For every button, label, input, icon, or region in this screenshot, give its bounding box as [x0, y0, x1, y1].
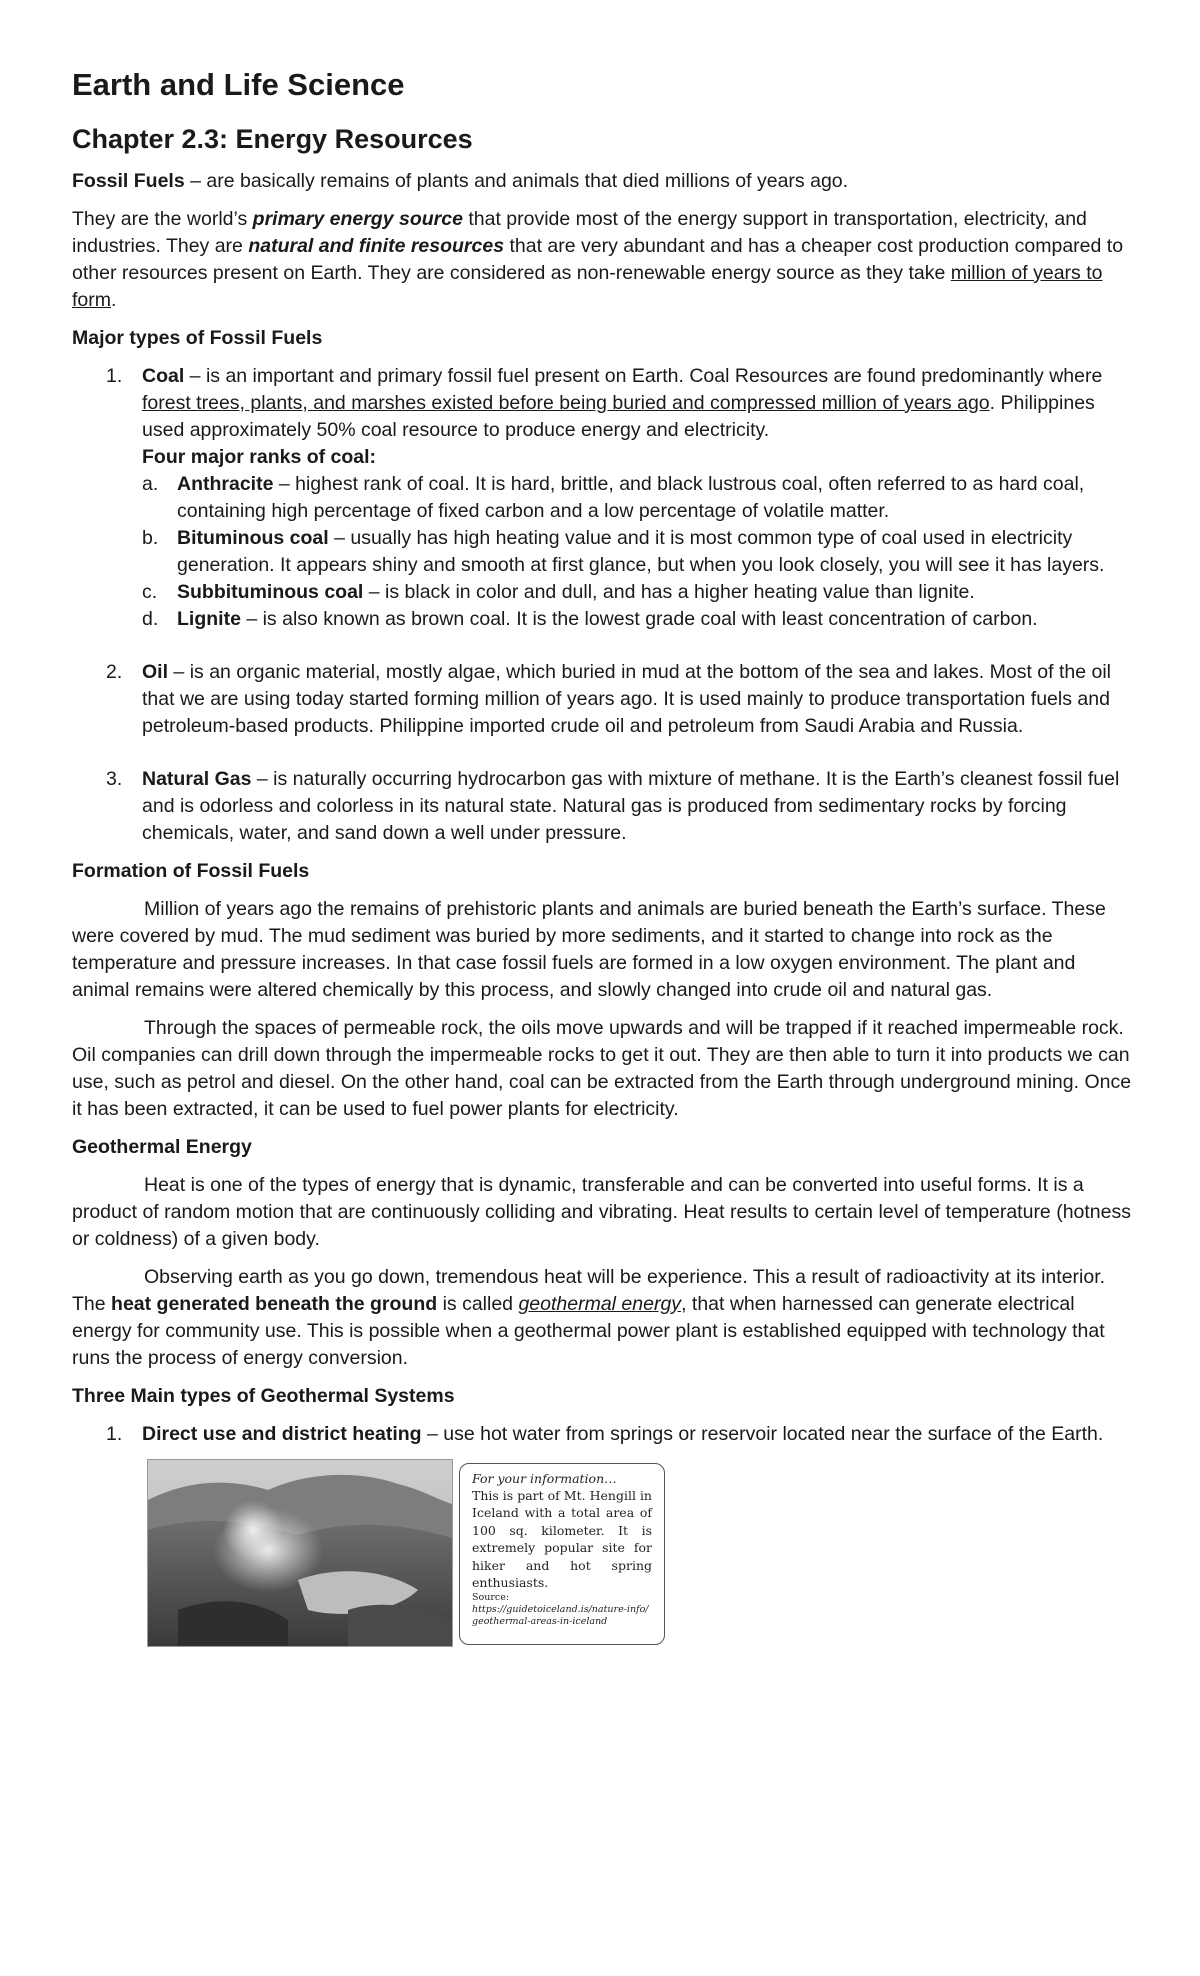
- geothermal-paragraph-2: Observing earth as you go down, tremendous heat will be experience. This a result of radioactivity at its interior. The heat generated beneath the ground is called geothermal energy, that when harnessed can generate electrical energy for community use. This is possible when a geothermal power plant is established equipped with technology that runs the process of energy conversion.: [72, 1265, 1106, 1369]
- coal-rank-item: c. Subbituminous coal – is black in color and dull, and has a higher heating value than lignite.: [142, 580, 975, 603]
- coal-ranks-list: [142, 471, 1134, 633]
- document-title: Earth and Life Science: [72, 67, 405, 102]
- fossil-fuel-types-list: [72, 363, 1134, 847]
- geothermal-heading: Geothermal Energy: [72, 1135, 252, 1158]
- coal-term: Coal: [142, 364, 185, 387]
- info-box: [459, 1463, 665, 1645]
- coal-rank-item: d. Lignite – is also known as brown coal. It is the lowest grade coal with least concentration of carbon.: [142, 607, 1038, 630]
- info-box-source-label: Source:: [472, 1591, 510, 1603]
- geothermal-paragraph-1: Heat is one of the types of energy that is dynamic, transferable and can be converted into useful forms. It is a product of random motion that are continuously colliding and vibrating. Heat results to certain level of temperature (hotness or coldness) of a given body.: [72, 1173, 1131, 1250]
- info-box-heading: For your information…: [472, 1470, 617, 1486]
- fossil-fuels-definition: Fossil Fuels – are basically remains of plants and animals that died millions of years ago.: [72, 169, 849, 192]
- million-years-underline: million of years to form: [72, 261, 1103, 311]
- formation-paragraph-2: Through the spaces of permeable rock, the oils move upwards and will be trapped if it reached impermeable rock. Oil companies can drill down through the impermeable rocks to get it out. They are then able to turn it into products we can use, such as petrol and diesel. On the other hand, coal can be extracted from the Earth through underground mining. Once it has been extracted, it can be used to fuel power plants for electricity.: [72, 1016, 1132, 1120]
- list-item-oil: 2. Oil – is an organic material, mostly algae, which buried in mud at the bottom of the sea and lakes. Most of the oil that we are using today started forming million of years ago. It is used mainly to produce transportation fuels and petroleum-based products. Philippine imported crude oil and petroleum from Saudi Arabia and Russia.: [106, 660, 1112, 737]
- formation-paragraph-1: Million of years ago the remains of prehistoric plants and animals are buried beneath the Earth’s surface. These were covered by mud. The mud sediment was buried by more sediments, and it started to change into rock as the temperature and pressure increases. In that case fossil fuels are formed in a low oxygen environment. The plant and animal remains were altered chemically by this process, and slowly changed into crude oil and natural gas.: [72, 897, 1106, 1001]
- natural-gas-term: Natural Gas: [142, 767, 252, 790]
- geothermal-systems-list: [72, 1421, 1134, 1448]
- coal-ranks-heading: Four major ranks of coal:: [142, 445, 377, 468]
- info-box-body: This is part of Mt. Hengill in Iceland with a total area of 100 sq. kilometer. It is extremely popular site for hiker and hot spring enthusiasts.: [472, 1487, 652, 1591]
- fossil-fuels-term: Fossil Fuels: [72, 169, 185, 192]
- natural-finite-emphasis: natural and finite resources: [248, 234, 505, 257]
- chapter-title: Chapter 2.3: Energy Resources: [72, 124, 473, 155]
- list-item-natural-gas: 3. Natural Gas – is naturally occurring hydrocarbon gas with mixture of methane. It is the Earth’s cleanest fossil fuel and is odorless and colorless in its natural state. Natural gas is produced from sedimentary rocks by forcing chemicals, water, and sand down a well under pressure.: [106, 767, 1120, 844]
- info-box-source-url: https://guidetoiceland.is/nature-info/geothermal-areas-in-iceland: [472, 1603, 649, 1627]
- formation-heading: Formation of Fossil Fuels: [72, 859, 310, 882]
- document-page: [72, 66, 1134, 1647]
- coal-rank-item: a. Anthracite – highest rank of coal. It is hard, brittle, and black lustrous coal, often referred to as hard coal, containing high percentage of fixed carbon and a low percentage of volatile matter.: [142, 472, 1085, 522]
- geothermal-energy-term: geothermal energy: [518, 1292, 682, 1315]
- list-item-direct-use: 1. Direct use and district heating – use hot water from springs or reservoir located near the surface of the Earth.: [106, 1422, 1104, 1445]
- geothermal-figure: [147, 1459, 1134, 1647]
- landscape-image: [148, 1460, 452, 1646]
- oil-term: Oil: [142, 660, 169, 683]
- coal-rank-item: b. Bituminous coal – usually has high heating value and it is most common type of coal used in electricity generation. It appears shiny and smooth at first glance, but when you look closely, you will see it has layers.: [142, 526, 1105, 576]
- primary-energy-source-emphasis: primary energy source: [252, 207, 463, 230]
- coal-underlined-text: forest trees, plants, and marshes existed before being buried and compressed million of years ago: [142, 391, 990, 414]
- mt-hengill-photo: [147, 1459, 453, 1647]
- list-item-coal: 1. Coal – is an important and primary fossil fuel present on Earth. Coal Resources are found predominantly where forest trees, plants, and marshes existed before being buried and compressed million of years ago. Philippines used approximately 50% coal resource to produce energy and electricity. Four major ranks of coal: a. Anthracite – highest rank of coal. It is hard, brittle, and black lustrous coal, often referred to as hard coal, containing high percentage of fixed carbon and a low percentage of volatile matter. b. Bituminous coal – usually has high heating value and it is most common type of coal used in electricity generation. It appears shiny and smooth at first glance, but when you look closely, you will see it has layers. c. Subbituminous coal – is black in color and dull, and has a higher heating value than lignite. d. Lignite – is also known as brown coal. It is the lowest grade coal with least concentration of carbon.: [72, 363, 1134, 633]
- geothermal-systems-heading: Three Main types of Geothermal Systems: [72, 1384, 455, 1407]
- heat-generated-emphasis: heat generated beneath the ground: [111, 1292, 438, 1315]
- major-types-heading: Major types of Fossil Fuels: [72, 326, 323, 349]
- direct-use-term: Direct use and district heating: [142, 1422, 422, 1445]
- fossil-fuels-paragraph: They are the world’s primary energy source that provide most of the energy support in transportation, electricity, and industries. They are natural and finite resources that are very abundant and has a cheaper cost production compared to other resources present on Earth. They are considered as non-renewable energy source as they take million of years to form.: [72, 207, 1124, 311]
